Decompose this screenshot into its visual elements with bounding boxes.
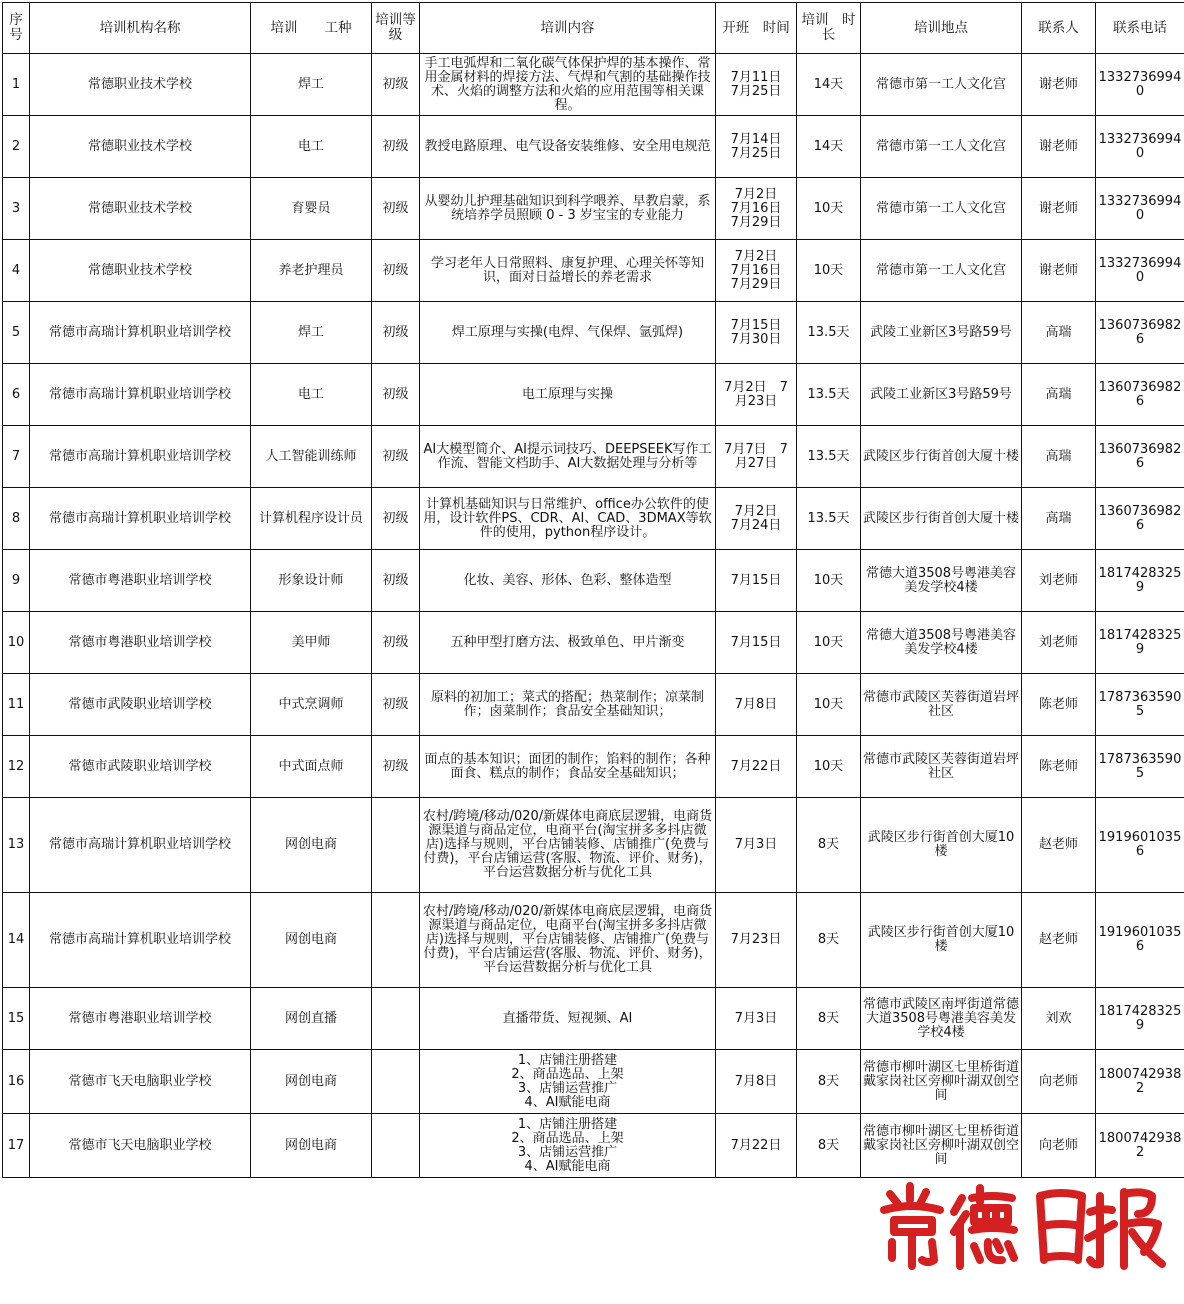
cell-content: 手工电弧焊和二氧化碳气体保护焊的基本操作、常用金属材料的焊接方法、气焊和气割的基础操作技术、火焰的调整方法和火焰的应用范围等相关课程。 [420,54,716,116]
cell-trade: 人工智能训练师 [251,426,372,488]
cell-duration: 8天 [797,1114,861,1178]
cell-org: 常德职业技术学校 [30,54,251,116]
table-row [3,302,1184,364]
cell-contact: 陈老师 [1022,674,1096,736]
cell-org: 常德市高瑞计算机职业培训学校 [30,302,251,364]
table-row [3,240,1184,302]
cell-seq: 2 [3,116,30,178]
cell-seq: 9 [3,550,30,612]
cell-level: 初级 [372,302,420,364]
cell-content: 焊工原理与实操(电焊、气保焊、氩弧焊) [420,302,716,364]
cell-phone: 13607369826 [1096,302,1184,364]
cell-duration: 13.5天 [797,426,861,488]
cell-org: 常德市武陵职业培训学校 [30,736,251,798]
cell-phone: 19196010356 [1096,798,1184,893]
cell-content: 化妆、美容、形体、色彩、整体造型 [420,550,716,612]
cell-content: 面点的基本知识；面团的制作；馅料的制作；各种面食、糕点的制作；食品安全基础知识； [420,736,716,798]
cell-seq: 1 [3,54,30,116]
cell-seq: 7 [3,426,30,488]
cell-contact: 刘老师 [1022,550,1096,612]
cell-seq: 15 [3,988,30,1050]
cell-phone: 18007429382 [1096,1050,1184,1114]
cell-phone: 13607369826 [1096,426,1184,488]
cell-start: 7月2日 7月24日 [716,488,797,550]
cell-duration: 13.5天 [797,302,861,364]
cell-location: 常德市第一工人文化宫 [861,240,1022,302]
cell-seq: 14 [3,893,30,988]
cell-location: 武陵工业新区3号路59号 [861,364,1022,426]
cell-seq: 6 [3,364,30,426]
cell-org: 常德市飞天电脑职业学校 [30,1050,251,1114]
cell-duration: 13.5天 [797,364,861,426]
cell-trade: 焊工 [251,54,372,116]
cell-trade: 形象设计师 [251,550,372,612]
cell-level: 初级 [372,612,420,674]
cell-level: 初级 [372,736,420,798]
cell-contact: 谢老师 [1022,116,1096,178]
changde-daily-logo [876,1180,1172,1272]
cell-contact: 谢老师 [1022,240,1096,302]
cell-seq: 16 [3,1050,30,1114]
cell-contact: 谢老师 [1022,178,1096,240]
cell-phone: 13607369826 [1096,364,1184,426]
table-row [3,550,1184,612]
cell-start: 7月11日 7月25日 [716,54,797,116]
cell-duration: 14天 [797,54,861,116]
cell-phone: 13607369826 [1096,488,1184,550]
cell-level: 初级 [372,426,420,488]
cell-duration: 8天 [797,988,861,1050]
cell-duration: 10天 [797,550,861,612]
cell-start: 7月2日 7月16日 7月29日 [716,240,797,302]
cell-level: 初级 [372,550,420,612]
cell-content: 教授电路原理、电气设备安装维修、安全用电规范 [420,116,716,178]
header-org: 培训机构名称 [30,3,251,54]
cell-seq: 10 [3,612,30,674]
table-row [3,54,1184,116]
cell-duration: 8天 [797,1050,861,1114]
cell-location: 武陵区步行街首创大厦10楼 [861,798,1022,893]
cell-location: 常德市柳叶湖区七里桥街道戴家岗社区旁柳叶湖双创空间 [861,1114,1022,1178]
cell-trade: 美甲师 [251,612,372,674]
cell-contact: 刘欢 [1022,988,1096,1050]
cell-content: 从婴幼儿护理基础知识到科学喂养、早教启蒙，系统培养学员照顾 0 - 3 岁宝宝的专业能力 [420,178,716,240]
cell-phone: 13327369940 [1096,54,1184,116]
cell-org: 常德市高瑞计算机职业培训学校 [30,893,251,988]
cell-start: 7月22日 [716,736,797,798]
cell-trade: 计算机程序设计员 [251,488,372,550]
cell-trade: 中式烹调师 [251,674,372,736]
table-row [3,612,1184,674]
cell-level: 初级 [372,488,420,550]
cell-phone: 13327369940 [1096,178,1184,240]
cell-location: 常德市武陵区芙蓉街道岩坪社区 [861,736,1022,798]
cell-contact: 陈老师 [1022,736,1096,798]
cell-org: 常德市高瑞计算机职业培训学校 [30,798,251,893]
cell-start: 7月22日 [716,1114,797,1178]
cell-org: 常德职业技术学校 [30,240,251,302]
cell-trade: 网创电商 [251,1050,372,1114]
cell-seq: 5 [3,302,30,364]
cell-start: 7月8日 [716,1050,797,1114]
cell-location: 常德市武陵区南坪街道常德大道3508号粤港美容美发学校4楼 [861,988,1022,1050]
cell-duration: 10天 [797,736,861,798]
cell-start: 7月7日 7月27日 [716,426,797,488]
training-schedule-table [2,2,1184,1178]
table-row [3,488,1184,550]
cell-start: 7月15日 7月30日 [716,302,797,364]
cell-duration: 14天 [797,116,861,178]
cell-level: 初级 [372,240,420,302]
cell-trade: 网创电商 [251,1114,372,1178]
cell-contact: 向老师 [1022,1114,1096,1178]
cell-start: 7月14日 7月25日 [716,116,797,178]
cell-phone: 18174283259 [1096,550,1184,612]
table-row [3,736,1184,798]
cell-contact: 高瑞 [1022,426,1096,488]
cell-level: 初级 [372,178,420,240]
cell-duration: 10天 [797,240,861,302]
cell-level [372,988,420,1050]
cell-start: 7月2日 7月16日 7月29日 [716,178,797,240]
cell-phone: 17873635905 [1096,736,1184,798]
cell-contact: 向老师 [1022,1050,1096,1114]
cell-trade: 中式面点师 [251,736,372,798]
header-level: 培训等级 [372,3,420,54]
cell-location: 常德大道3508号粤港美容美发学校4楼 [861,550,1022,612]
cell-content: 1、店铺注册搭建 2、商品选品、上架 3、店铺运营推广 4、AI赋能电商 [420,1050,716,1114]
cell-trade: 养老护理员 [251,240,372,302]
cell-contact: 刘老师 [1022,612,1096,674]
cell-start: 7月15日 [716,612,797,674]
cell-location: 武陵区步行街首创大厦10楼 [861,893,1022,988]
cell-trade: 电工 [251,116,372,178]
cell-start: 7月3日 [716,798,797,893]
cell-trade: 育婴员 [251,178,372,240]
cell-org: 常德市武陵职业培训学校 [30,674,251,736]
cell-location: 常德市第一工人文化宫 [861,178,1022,240]
header-duration: 培训 时长 [797,3,861,54]
cell-contact: 高瑞 [1022,488,1096,550]
cell-trade: 网创电商 [251,798,372,893]
table-row [3,1050,1184,1114]
cell-org: 常德市粤港职业培训学校 [30,550,251,612]
cell-location: 常德市武陵区芙蓉街道岩坪社区 [861,674,1022,736]
cell-contact: 谢老师 [1022,54,1096,116]
cell-trade: 网创直播 [251,988,372,1050]
cell-content: 农村/跨境/移动/020/新媒体电商底层逻辑，电商货源渠道与商品定位，电商平台(淘宝拼多多抖店微店)选择与规则，平台店铺装修、店铺推广(免费与付费)，平台店铺运营(客服、物流、评价、财务)，平台运营数据分析与优化工具 [420,893,716,988]
header-phone: 联系电话 [1096,3,1184,54]
cell-seq: 13 [3,798,30,893]
cell-contact: 赵老师 [1022,798,1096,893]
cell-contact: 高瑞 [1022,302,1096,364]
cell-duration: 10天 [797,178,861,240]
cell-trade: 焊工 [251,302,372,364]
cell-start: 7月8日 [716,674,797,736]
cell-org: 常德市高瑞计算机职业培训学校 [30,364,251,426]
cell-level [372,1114,420,1178]
cell-duration: 13.5天 [797,488,861,550]
cell-content: AI大模型简介、AI提示词技巧、DEEPSEEK写作工作流、智能文档助手、AI大数据处理与分析等 [420,426,716,488]
cell-phone: 19196010356 [1096,893,1184,988]
cell-level [372,893,420,988]
cell-duration: 8天 [797,798,861,893]
cell-location: 常德大道3508号粤港美容美发学校4楼 [861,612,1022,674]
cell-org: 常德市粤港职业培训学校 [30,988,251,1050]
cell-seq: 4 [3,240,30,302]
cell-start: 7月23日 [716,893,797,988]
table-row [3,893,1184,988]
cell-level [372,1050,420,1114]
cell-phone: 18007429382 [1096,1114,1184,1178]
cell-duration: 10天 [797,674,861,736]
table-row [3,798,1184,893]
cell-contact: 高瑞 [1022,364,1096,426]
header-trade: 培训 工种 [251,3,372,54]
cell-start: 7月3日 [716,988,797,1050]
header-seq: 序号 [3,3,30,54]
cell-org: 常德市粤港职业培训学校 [30,612,251,674]
cell-seq: 11 [3,674,30,736]
cell-content: 直播带货、短视频、AI [420,988,716,1050]
cell-seq: 17 [3,1114,30,1178]
cell-content: 学习老年人日常照料、康复护理、心理关怀等知识，面对日益增长的养老需求 [420,240,716,302]
cell-org: 常德市高瑞计算机职业培训学校 [30,426,251,488]
cell-content: 五种甲型打磨方法、极致单色、甲片渐变 [420,612,716,674]
header-content: 培训内容 [420,3,716,54]
table-row [3,1114,1184,1178]
cell-phone: 13327369940 [1096,116,1184,178]
cell-content: 1、店铺注册搭建 2、商品选品、上架 3、店铺运营推广 4、AI赋能电商 [420,1114,716,1178]
cell-level: 初级 [372,116,420,178]
table-row [3,364,1184,426]
cell-phone: 18174283259 [1096,988,1184,1050]
cell-trade: 网创电商 [251,893,372,988]
cell-org: 常德市高瑞计算机职业培训学校 [30,488,251,550]
cell-level: 初级 [372,54,420,116]
cell-level: 初级 [372,674,420,736]
cell-content: 农村/跨境/移动/020/新媒体电商底层逻辑，电商货源渠道与商品定位，电商平台(淘宝拼多多抖店微店)选择与规则，平台店铺装修、店铺推广(免费与付费)，平台店铺运营(客服、物流、评价、财务)，平台运营数据分析与优化工具 [420,798,716,893]
cell-duration: 10天 [797,612,861,674]
cell-location: 武陵区步行街首创大厦十楼 [861,488,1022,550]
cell-contact: 赵老师 [1022,893,1096,988]
cell-phone: 17873635905 [1096,674,1184,736]
cell-content: 原料的初加工；菜式的搭配；热菜制作；凉菜制作；卤菜制作；食品安全基础知识； [420,674,716,736]
cell-level [372,798,420,893]
table-row [3,178,1184,240]
cell-duration: 8天 [797,893,861,988]
table-body [3,54,1184,1178]
cell-seq: 12 [3,736,30,798]
cell-phone: 18174283259 [1096,612,1184,674]
cell-org: 常德市飞天电脑职业学校 [30,1114,251,1178]
header-contact: 联系人 [1022,3,1096,54]
cell-trade: 电工 [251,364,372,426]
cell-location: 常德市第一工人文化宫 [861,116,1022,178]
cell-content: 电工原理与实操 [420,364,716,426]
header-location: 培训地点 [861,3,1022,54]
cell-start: 7月2日 7月23日 [716,364,797,426]
cell-org: 常德职业技术学校 [30,116,251,178]
cell-location: 武陵工业新区3号路59号 [861,302,1022,364]
header-row [3,3,1184,54]
header-start: 开班 时间 [716,3,797,54]
table-row [3,674,1184,736]
table-row [3,426,1184,488]
cell-location: 常德市柳叶湖区七里桥街道戴家岗社区旁柳叶湖双创空间 [861,1050,1022,1114]
cell-content: 计算机基础知识与日常维护、office办公软件的使用，设计软件PS、CDR、AI、CAD、3DMAX等软件的使用，python程序设计。 [420,488,716,550]
table-row [3,988,1184,1050]
cell-seq: 3 [3,178,30,240]
cell-seq: 8 [3,488,30,550]
cell-level: 初级 [372,364,420,426]
table-row [3,116,1184,178]
cell-phone: 13327369940 [1096,240,1184,302]
cell-org: 常德职业技术学校 [30,178,251,240]
cell-location: 常德市第一工人文化宫 [861,54,1022,116]
cell-start: 7月15日 [716,550,797,612]
cell-location: 武陵区步行街首创大厦十楼 [861,426,1022,488]
